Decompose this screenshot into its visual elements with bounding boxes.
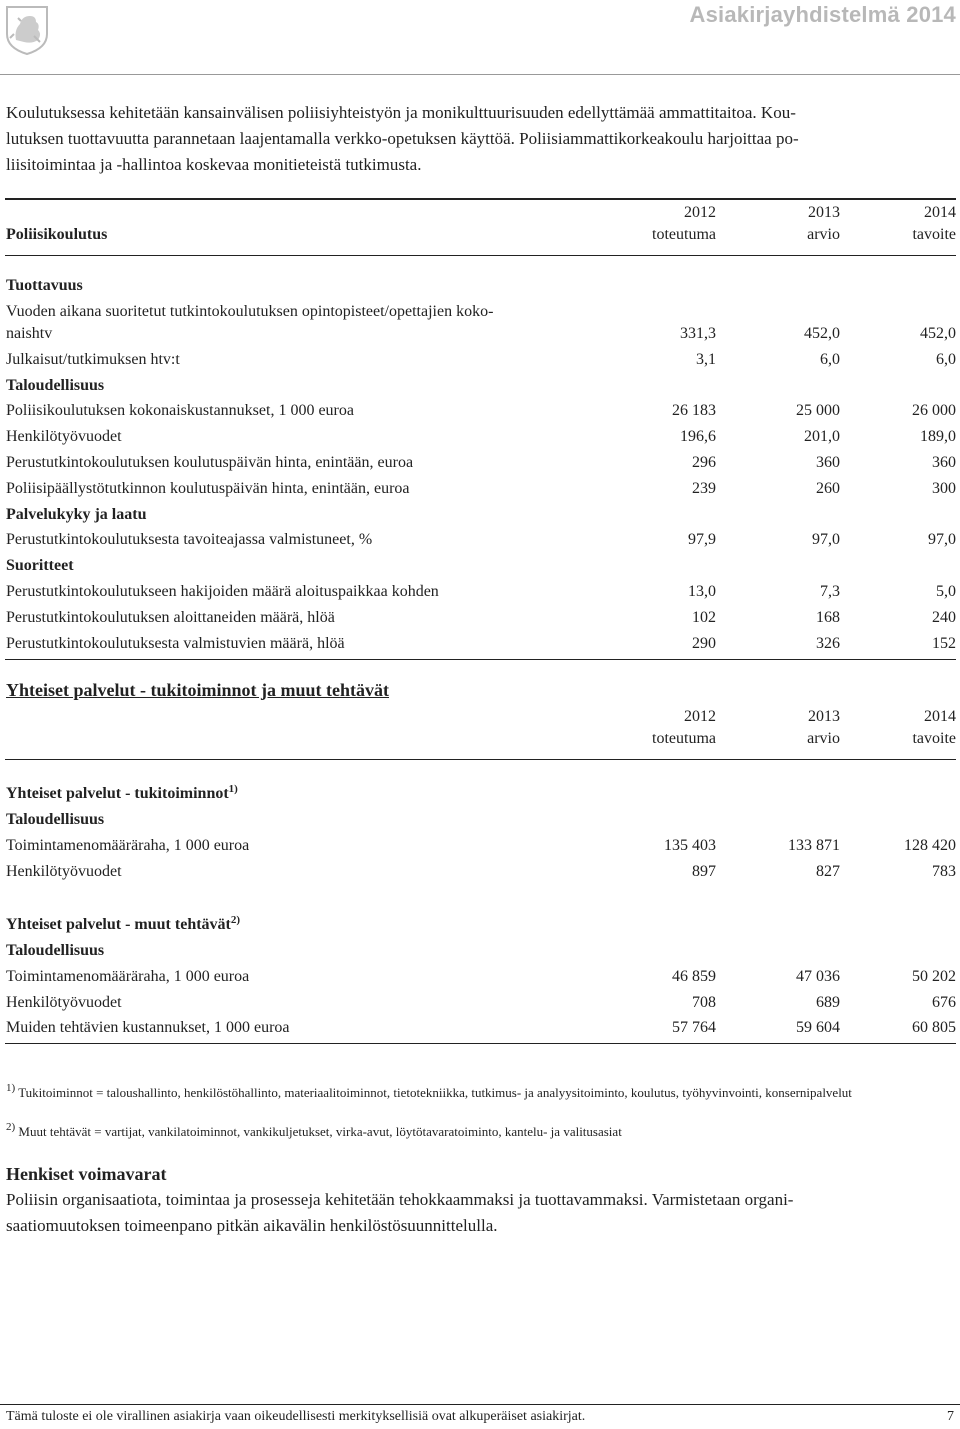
- row-value: 168: [816, 608, 840, 626]
- group-title: [6, 781, 956, 807]
- row-value: 897: [692, 863, 716, 880]
- row-value: 152: [932, 634, 956, 652]
- row-value: 260: [816, 479, 840, 497]
- table-row: [6, 1015, 956, 1041]
- table-title: Poliisikoulutus: [6, 226, 108, 243]
- row-value: 25 000: [796, 402, 840, 420]
- row-value: 326: [816, 634, 840, 652]
- page-number: 7: [947, 1409, 954, 1424]
- table-row: [6, 859, 956, 885]
- table-row: [6, 398, 956, 424]
- row-value: 135 403: [664, 837, 716, 854]
- row-value: 97,0: [812, 531, 840, 549]
- row-value: 239: [692, 479, 716, 497]
- footer-disclaimer: Tämä tuloste ei ole virallinen asiakirja vaan oikeudellisesti merkityksellisiä ovat alkuperäiset asiakirjat.: [6, 1409, 586, 1424]
- row-value: 189,0: [920, 428, 956, 446]
- col-year: 2012: [684, 204, 716, 221]
- row-label: Poliisipäällystötutkinnon koulutuspäivän hinta, enintään, euroa: [6, 479, 410, 497]
- col-type: arvio: [807, 730, 840, 747]
- row-value: 50 202: [912, 968, 956, 985]
- row-value: 360: [816, 454, 840, 471]
- col-type: toteutuma: [652, 226, 716, 243]
- section-label: [6, 553, 956, 579]
- row-label: Perustutkintokoulutuksesta tavoiteajassa valmistuneet, %: [6, 531, 373, 549]
- row-label: Perustutkintokoulutukseen hakijoiden määrä aloituspaikkaa kohden: [6, 583, 439, 600]
- footnote-1: [6, 1084, 956, 1102]
- footnote-2: [6, 1123, 956, 1141]
- table-row: [6, 321, 956, 347]
- footnote-mark: 2): [6, 1121, 16, 1133]
- intro-line: Koulutuksessa kehitetään kansainvälisen poliisiyhteistyön ja monikulttuurisuuden edellyttämää ammattitaitoa. Kou-: [6, 103, 796, 122]
- table-row: [6, 579, 956, 605]
- table-header-types: [6, 222, 956, 248]
- header-divider: [0, 74, 960, 75]
- col-type: arvio: [807, 226, 840, 243]
- row-value: 676: [932, 993, 956, 1011]
- section-label-text: Taloudellisuus: [6, 942, 105, 959]
- row-value: 689: [816, 993, 840, 1011]
- section-label-text: Palvelukyky ja laatu: [6, 505, 147, 523]
- footnote-text: Tukitoiminnot = taloushallinto, henkilöstöhallinto, materiaalitoiminnot, tietotekniikka, tutkimus- ja analyysitoiminto, koulutus, työhyvinvointi, konsernipalvelut: [18, 1085, 852, 1100]
- col-type: tavoite: [912, 730, 956, 747]
- table-row: [6, 964, 956, 990]
- paragraph-line: Poliisin organisaatiota, toimintaa ja prosesseja kehitetään tehokkaammaksi ja tuottavammaksi. Varmistetaan organi-: [6, 1190, 794, 1209]
- row-value: 60 805: [912, 1019, 956, 1036]
- group-title-text: Yhteiset palvelut - tukitoiminnot: [6, 785, 229, 802]
- row-label: Toimintamenomääräraha, 1 000 euroa: [6, 837, 250, 854]
- col-year: 2012: [684, 708, 716, 725]
- row-value: 5,0: [936, 583, 956, 600]
- row-value: 331,3: [680, 325, 716, 342]
- section-label-text: Taloudellisuus: [6, 811, 105, 828]
- table-row: [6, 833, 956, 859]
- footnote-text: Muut tehtävät = vartijat, vankilatoiminnot, vankikuljetukset, virka-avut, löytötavaratoiminto, kantelu- ja valitusasiat: [18, 1124, 622, 1139]
- intro-line: liisitoimintaa ja -hallintoa koskevaa monitieteistä tutkimusta.: [6, 155, 422, 174]
- row-value: 452,0: [920, 325, 956, 342]
- row-value: 7,3: [820, 583, 840, 600]
- row-value: 708: [692, 993, 716, 1011]
- row-label: Muiden tehtävien kustannukset, 1 000 euroa: [6, 1019, 290, 1036]
- row-value: 26 183: [672, 402, 716, 420]
- section-label-text: Suoritteet: [6, 557, 74, 575]
- row-label: Henkilötyövuodet: [6, 428, 122, 446]
- paragraph-line: saatiomuutoksen toimeenpano pitkän aikavälin henkilöstösuunnittelulla.: [6, 1216, 498, 1235]
- col-year: 2014: [924, 708, 956, 725]
- document-header-title: Asiakirjayhdistelmä 2014: [689, 2, 956, 27]
- col-year: 2013: [808, 708, 840, 725]
- section-heading: Henkiset voimavarat: [6, 1164, 167, 1184]
- row-value: 240: [932, 608, 956, 626]
- group-title: [6, 912, 956, 938]
- footnote-mark: 1): [6, 1082, 16, 1094]
- table-bottom-rule: [5, 659, 956, 660]
- table-header-types: [6, 726, 956, 752]
- row-label: Toimintamenomääräraha, 1 000 euroa: [6, 968, 250, 985]
- col-year: 2014: [924, 204, 956, 221]
- row-label: Vuoden aikana suoritetut tutkintokoulutuksen opintopisteet/opettajien koko-: [6, 303, 494, 320]
- section-label-text: Tuottavuus: [6, 277, 83, 294]
- henkiset-paragraph: [6, 1187, 793, 1239]
- footnote-ref: 1): [228, 783, 238, 795]
- col-type: toteutuma: [652, 730, 716, 747]
- row-value: 296: [692, 454, 716, 471]
- footnote-ref: 2): [230, 914, 241, 926]
- table-header-rule: [5, 759, 956, 760]
- row-label: Perustutkintokoulutuksen aloittaneiden määrä, hlöä: [6, 608, 335, 626]
- row-value: 783: [932, 863, 956, 880]
- table-row: [6, 631, 956, 657]
- row-label: Henkilötyövuodet: [6, 993, 122, 1011]
- table-bottom-rule: [5, 1043, 956, 1044]
- intro-paragraph: [6, 100, 799, 178]
- row-value: 102: [692, 608, 716, 626]
- row-value: 3,1: [696, 350, 716, 368]
- table-row: [6, 476, 956, 502]
- row-value: 128 420: [904, 837, 956, 854]
- row-value: 360: [932, 454, 956, 471]
- row-label: naishtv: [6, 325, 53, 342]
- row-value: 97,9: [688, 531, 716, 549]
- section-label: [6, 373, 956, 399]
- lion-crest-icon: [4, 4, 50, 56]
- row-value: 452,0: [804, 325, 840, 342]
- row-value: 290: [692, 634, 716, 652]
- row-value: 196,6: [680, 428, 716, 446]
- col-type: tavoite: [912, 226, 956, 243]
- table-row: [6, 990, 956, 1016]
- table-row: [6, 347, 956, 373]
- row-value: 97,0: [928, 531, 956, 549]
- table-row: [6, 527, 956, 553]
- row-value: 827: [816, 863, 840, 880]
- section-label: [6, 807, 956, 833]
- row-label: Henkilötyövuodet: [6, 863, 122, 880]
- group-title-text: Yhteiset palvelut - muut tehtävät: [6, 916, 231, 933]
- section-label: [6, 273, 956, 299]
- row-label: Julkaisut/tutkimuksen htv:t: [6, 350, 180, 368]
- section-heading: Yhteiset palvelut - tukitoiminnot ja muut tehtävät: [6, 680, 389, 700]
- row-value: 6,0: [936, 350, 956, 368]
- section-label-text: Taloudellisuus: [6, 376, 105, 394]
- row-value: 47 036: [796, 968, 840, 985]
- intro-line: lutuksen tuottavuutta parannetaan laajentamalla verkko-opetuksen käyttöä. Poliisiammattikorkeakoulu harjoittaa po-: [6, 129, 799, 148]
- row-value: 57 764: [672, 1019, 716, 1036]
- row-value: 201,0: [804, 428, 840, 446]
- row-label: Perustutkintokoulutuksen koulutuspäivän hinta, enintään, euroa: [6, 454, 414, 471]
- row-label: Perustutkintokoulutuksesta valmistuvien määrä, hlöä: [6, 634, 345, 652]
- table-row: [6, 450, 956, 476]
- row-value: 46 859: [672, 968, 716, 985]
- row-value: 26 000: [912, 402, 956, 420]
- col-year: 2013: [808, 204, 840, 221]
- table-row: [6, 424, 956, 450]
- section-label: [6, 502, 956, 528]
- section-label: [6, 938, 956, 964]
- table-header-rule: [5, 255, 956, 256]
- row-label: Poliisikoulutuksen kokonaiskustannukset, 1 000 euroa: [6, 402, 354, 420]
- row-value: 300: [932, 479, 956, 497]
- row-value: 6,0: [820, 350, 840, 368]
- row-value: 13,0: [688, 583, 716, 600]
- row-value: 59 604: [796, 1019, 840, 1036]
- footer-divider: [0, 1404, 960, 1405]
- table-row: [6, 605, 956, 631]
- row-value: 133 871: [788, 837, 840, 854]
